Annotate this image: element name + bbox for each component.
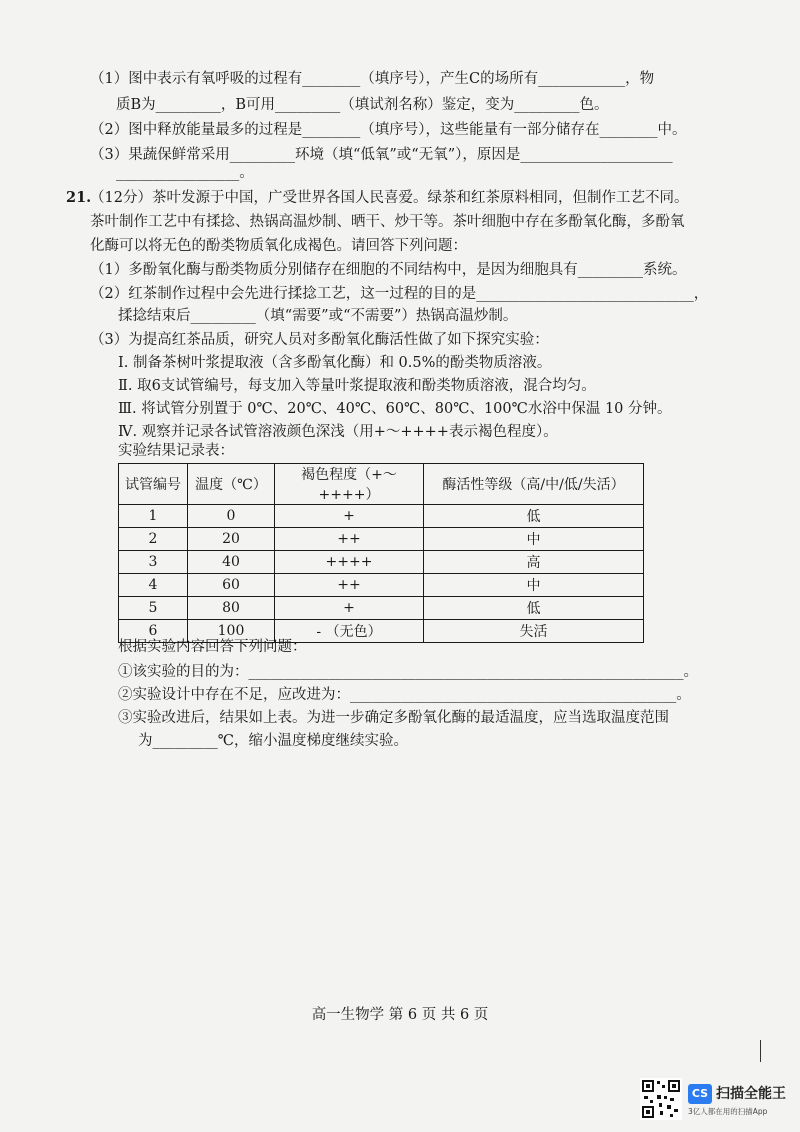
cell-temperature: 80 xyxy=(188,597,275,620)
scanner-watermark xyxy=(640,1078,790,1124)
brand-name: 扫描全能王 xyxy=(716,1086,786,1102)
q21-line-1: （12分）茶叶发源于中国，广受世界各国人民喜爱。绿茶和红茶原料相同，但制作工艺不同。 xyxy=(90,190,689,206)
table-row xyxy=(119,528,644,551)
q20-line-2: 质B为_________，B可用_________（填试剂名称）鉴定，变为_________色。 xyxy=(116,97,609,113)
cell-tube: 5 xyxy=(119,597,188,620)
q20-line-4: （3）果蔬保鲜常采用_________环境（填“低氧”或“无氧”），原因是_____________________ xyxy=(90,147,673,163)
brand-slogan: 3亿人都在用的扫描App xyxy=(688,1107,768,1116)
page-footer: 高一生物学 第 6 页 共 6 页 xyxy=(311,1007,489,1023)
cell-brown-degree: ++ xyxy=(275,528,424,551)
followup-q2: ②实验设计中存在不足，应改进为：_____________________________________________。 xyxy=(118,687,691,703)
camscanner-logo-icon: CS xyxy=(688,1084,712,1104)
table-row xyxy=(119,597,644,620)
cell-tube: 4 xyxy=(119,574,188,597)
followup-q3-cont: 为_________℃，缩小温度梯度继续实验。 xyxy=(138,733,408,749)
header-brown-degree: 褐色程度（+～++++） xyxy=(275,464,424,505)
cell-tube: 3 xyxy=(119,551,188,574)
table-row xyxy=(119,574,644,597)
cell-temperature: 100 xyxy=(188,620,275,643)
q21-line-6: 揉捻结束后_________（填“需要”或“不需要”）热锅高温炒制。 xyxy=(118,308,518,324)
q20-line-5: _________________。 xyxy=(116,165,254,181)
step-1: Ⅰ. 制备茶树叶浆提取液（含多酚氧化酶）和 0.5%的酚类物质溶液。 xyxy=(118,355,552,371)
cell-temperature: 0 xyxy=(188,505,275,528)
cell-tube: 1 xyxy=(119,505,188,528)
cell-temperature: 40 xyxy=(188,551,275,574)
header-temperature: 温度（℃） xyxy=(188,464,275,505)
followup-intro: 根据实验内容回答下列问题： xyxy=(118,639,307,655)
q21-line-4: （1）多酚氧化酶与酚类物质分别储存在细胞的不同结构中，是因为细胞具有_________系统。 xyxy=(90,262,687,278)
table-row xyxy=(119,551,644,574)
cell-temperature: 60 xyxy=(188,574,275,597)
cell-brown-degree: - （无色） xyxy=(275,620,424,643)
cell-enzyme-activity: 失活 xyxy=(424,620,644,643)
cell-enzyme-activity: 低 xyxy=(424,597,644,620)
cell-brown-degree: + xyxy=(275,597,424,620)
step-2: Ⅱ. 取6支试管编号，每支加入等量叶浆提取液和酚类物质溶液，混合均匀。 xyxy=(118,378,596,394)
cell-enzyme-activity: 中 xyxy=(424,574,644,597)
cell-brown-degree: ++ xyxy=(275,574,424,597)
q20-line-1: （1）图中表示有氧呼吸的过程有________（填序号），产生C的场所有____________，物 xyxy=(90,71,655,87)
cell-tube: 2 xyxy=(119,528,188,551)
results-table xyxy=(118,463,644,643)
table-row xyxy=(119,505,644,528)
cell-enzyme-activity: 低 xyxy=(424,505,644,528)
table-header-row xyxy=(119,464,644,505)
q20-line-3: （2）图中释放能量最多的过程是________（填序号），这些能量有一部分储存在________中。 xyxy=(90,122,687,138)
step-3: Ⅲ. 将试管分别置于 0℃、20℃、40℃、60℃、80℃、100℃水浴中保温 10 分钟。 xyxy=(118,401,672,417)
step-4: Ⅳ. 观察并记录各试管溶液颜色深浅（用+～++++表示褐色程度）。 xyxy=(118,424,558,440)
scan-edge-mark xyxy=(760,1040,761,1062)
cell-tube: 6 xyxy=(119,620,188,643)
followup-q3: ③实验改进后，结果如上表。为进一步确定多酚氧化酶的最适温度，应当选取温度范围 xyxy=(118,710,669,726)
followup-q1: ①该实验的目的为：____________________________________________________________。 xyxy=(118,664,698,680)
q21-line-7: （3）为提高红茶品质，研究人员对多酚氧化酶活性做了如下探究实验： xyxy=(90,332,549,348)
cell-brown-degree: ++++ xyxy=(275,551,424,574)
header-enzyme-activity: 酶活性等级（高/中/低/失活） xyxy=(424,464,644,505)
qr-code-icon xyxy=(640,1078,682,1120)
cell-temperature: 20 xyxy=(188,528,275,551)
question-number: 21. xyxy=(66,189,92,206)
cell-enzyme-activity: 高 xyxy=(424,551,644,574)
cell-enzyme-activity: 中 xyxy=(424,528,644,551)
header-tube: 试管编号 xyxy=(119,464,188,505)
q21-line-5: （2）红茶制作过程中会先进行揉捻工艺，这一过程的目的是______________________________， xyxy=(90,286,709,302)
table-title: 实验结果记录表： xyxy=(118,443,234,459)
cell-brown-degree: + xyxy=(275,505,424,528)
q21-line-3: 化酶可以将无色的酚类物质氧化成褐色。请回答下列问题： xyxy=(90,238,467,254)
q21-line-2: 茶叶制作工艺中有揉捻、热锅高温炒制、晒干、炒干等。茶叶细胞中存在多酚氧化酶，多酚氧 xyxy=(90,214,685,230)
